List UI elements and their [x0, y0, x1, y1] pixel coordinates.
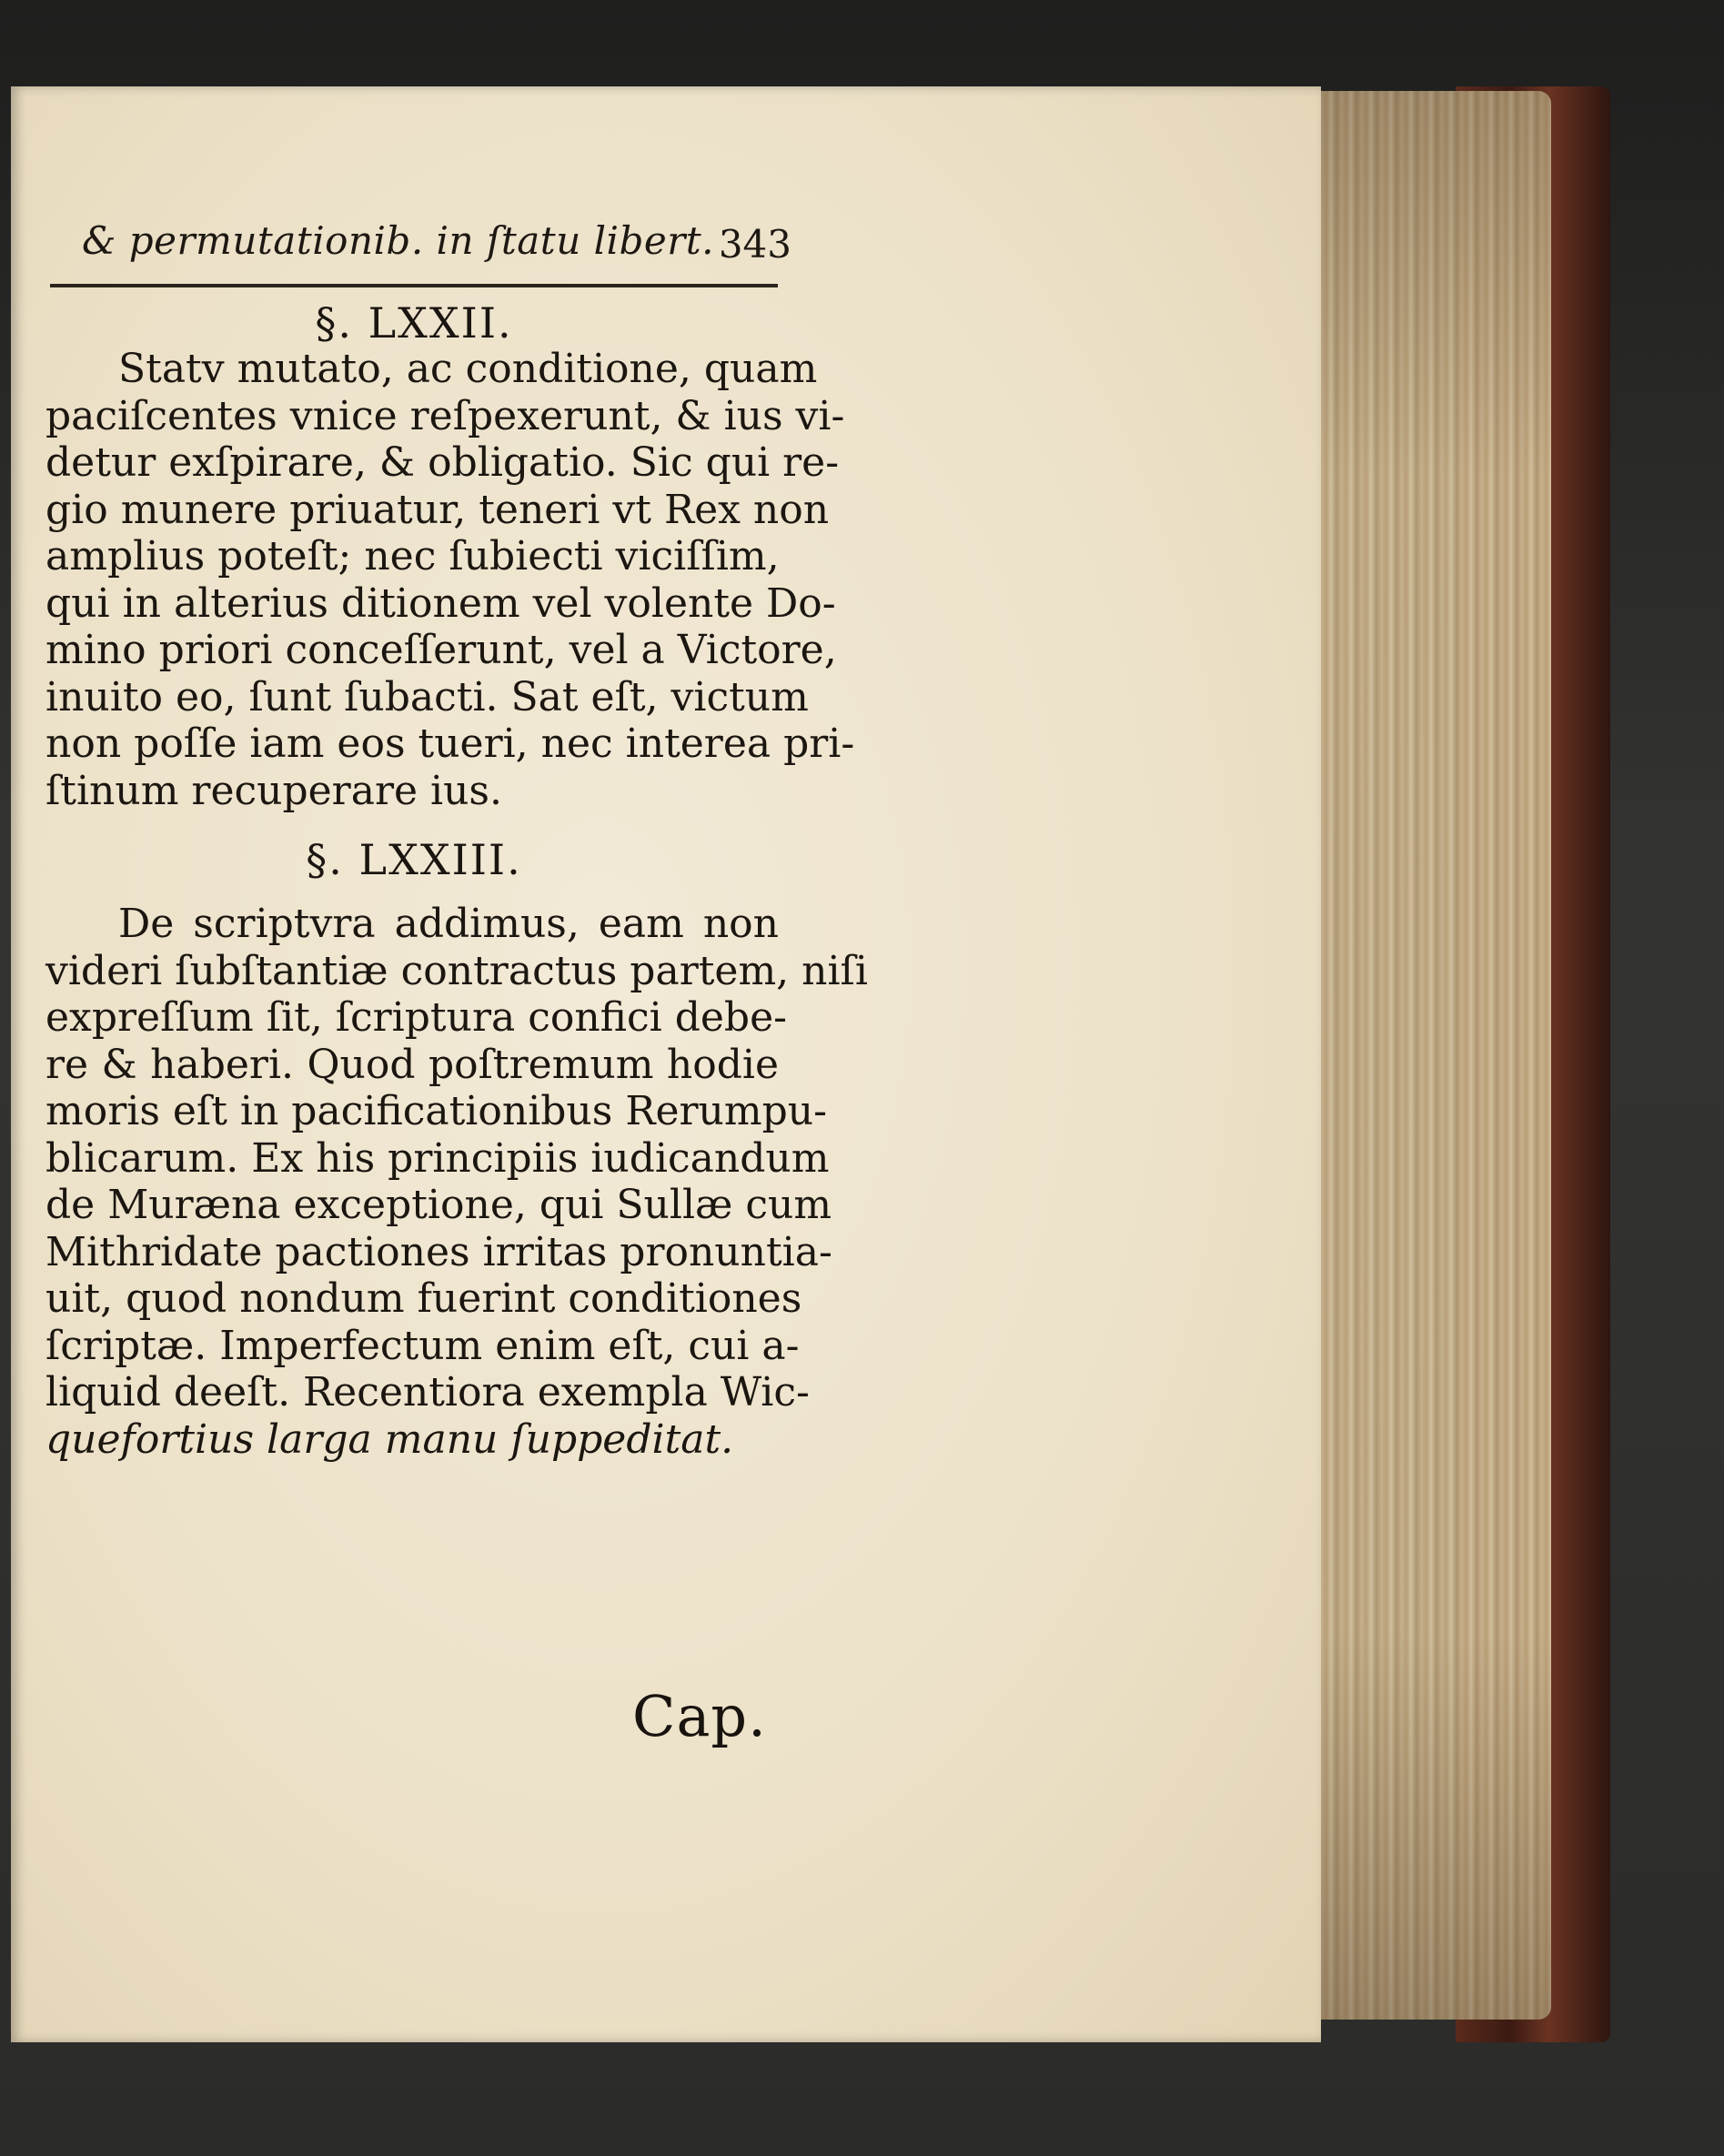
text-line: quefortius larga manu ſuppeditat.: [45, 1416, 734, 1463]
text-line: de Muræna exceptione, qui Sullæ cum: [45, 1182, 832, 1228]
text-line: De scriptvra addimus, eam non: [118, 901, 779, 947]
text-line: Statv mutato, ac conditione, quam: [118, 346, 818, 392]
page-number: 343: [718, 222, 791, 267]
text-line: re & haberi. Quod poſtremum hodie: [45, 1041, 779, 1088]
text-line: uit, quod nondum fuerint conditiones: [45, 1275, 802, 1322]
text-line: ſtinum recuperare ius.: [45, 767, 502, 814]
text-line: gio munere priuatur, teneri vt Rex non: [45, 486, 830, 533]
text-line: moris eſt in pacificationibus Rerumpu-: [45, 1088, 827, 1134]
section-72-text: [45, 346, 855, 814]
text-line: mino priori conceſſerunt, vel a Victore,: [45, 627, 837, 673]
running-title: & permutationib. in ſtatu libert.: [82, 218, 715, 263]
text-line: ſcriptæ. Imperfectum enim eſt, cui a-: [45, 1322, 800, 1369]
fore-edge-shadow: [1301, 91, 1551, 2020]
section-heading-73: §. LXXIII.: [306, 835, 522, 884]
text-line: expreſſum ſit, ſcriptura confici debe-: [45, 994, 787, 1041]
text-line: blicarum. Ex his principiis iudicandum: [45, 1134, 830, 1182]
text-line: inuito eo, ſunt ſubacti. Sat eſt, victum: [45, 673, 809, 720]
text-line: videri ſubſtantiæ contractus partem, niſi: [45, 947, 868, 994]
text-line: liquid deeſt. Recentiora exempla Wic-: [45, 1369, 810, 1416]
section-73-text: [45, 901, 868, 1463]
catchword: Cap.: [632, 1683, 767, 1749]
running-head: [82, 218, 791, 273]
text-line: Mithridate pactiones irritas pronuntia-: [45, 1228, 832, 1275]
text-line: detur exſpirare, & obligatio. Sic qui re-: [45, 439, 840, 486]
text-line: paciſcentes vnice reſpexerunt, & ius vi-: [45, 392, 845, 439]
text-line: non poſſe iam eos tueri, nec interea pri-: [45, 720, 855, 767]
header-rule: [50, 284, 778, 287]
text-line: amplius poteſt; nec ſubiecti viciſſim,: [45, 533, 780, 579]
section-heading-72: §. LXXII.: [315, 298, 513, 348]
text-line: qui in alterius ditionem vel volente Do-: [45, 579, 836, 627]
